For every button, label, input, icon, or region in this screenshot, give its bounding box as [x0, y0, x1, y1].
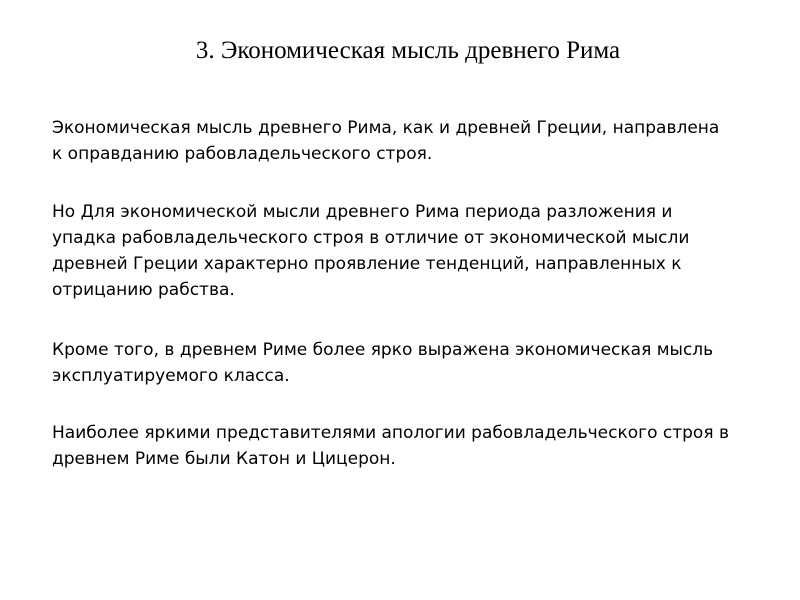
paragraph-line: Но Для экономической мысли древнего Рима периода разложения и [52, 202, 673, 222]
slide-body [52, 115, 764, 472]
paragraph-line: древней Греции характерно проявление тенденций, направленных к [52, 254, 682, 274]
paragraph-line: Наиболее яркими представителями апологии рабовладельческого строя в [52, 423, 729, 443]
paragraph-line: упадка рабовладельческого строя в отличие от экономической мысли [52, 228, 690, 248]
paragraph-line: к оправданию рабовладельческого строя. [52, 144, 433, 164]
paragraph-line: Кроме того, в древнем Риме более ярко выражена экономическая мысль [52, 340, 714, 360]
paragraph-line: древнем Риме были Катон и Цицерон. [52, 449, 396, 469]
paragraph-line: отрицанию рабства. [52, 280, 235, 300]
paragraph-2 [52, 199, 764, 303]
paragraph-4 [52, 420, 764, 472]
paragraph-line: Экономическая мысль древнего Рима, как и древней Греции, направлена [52, 118, 720, 138]
paragraph-1 [52, 115, 764, 167]
paragraph-line: эксплуатируемого класса. [52, 366, 290, 386]
slide-title: 3. Экономическая мысль древнего Рима [195, 37, 621, 64]
paragraph-3 [52, 337, 764, 389]
